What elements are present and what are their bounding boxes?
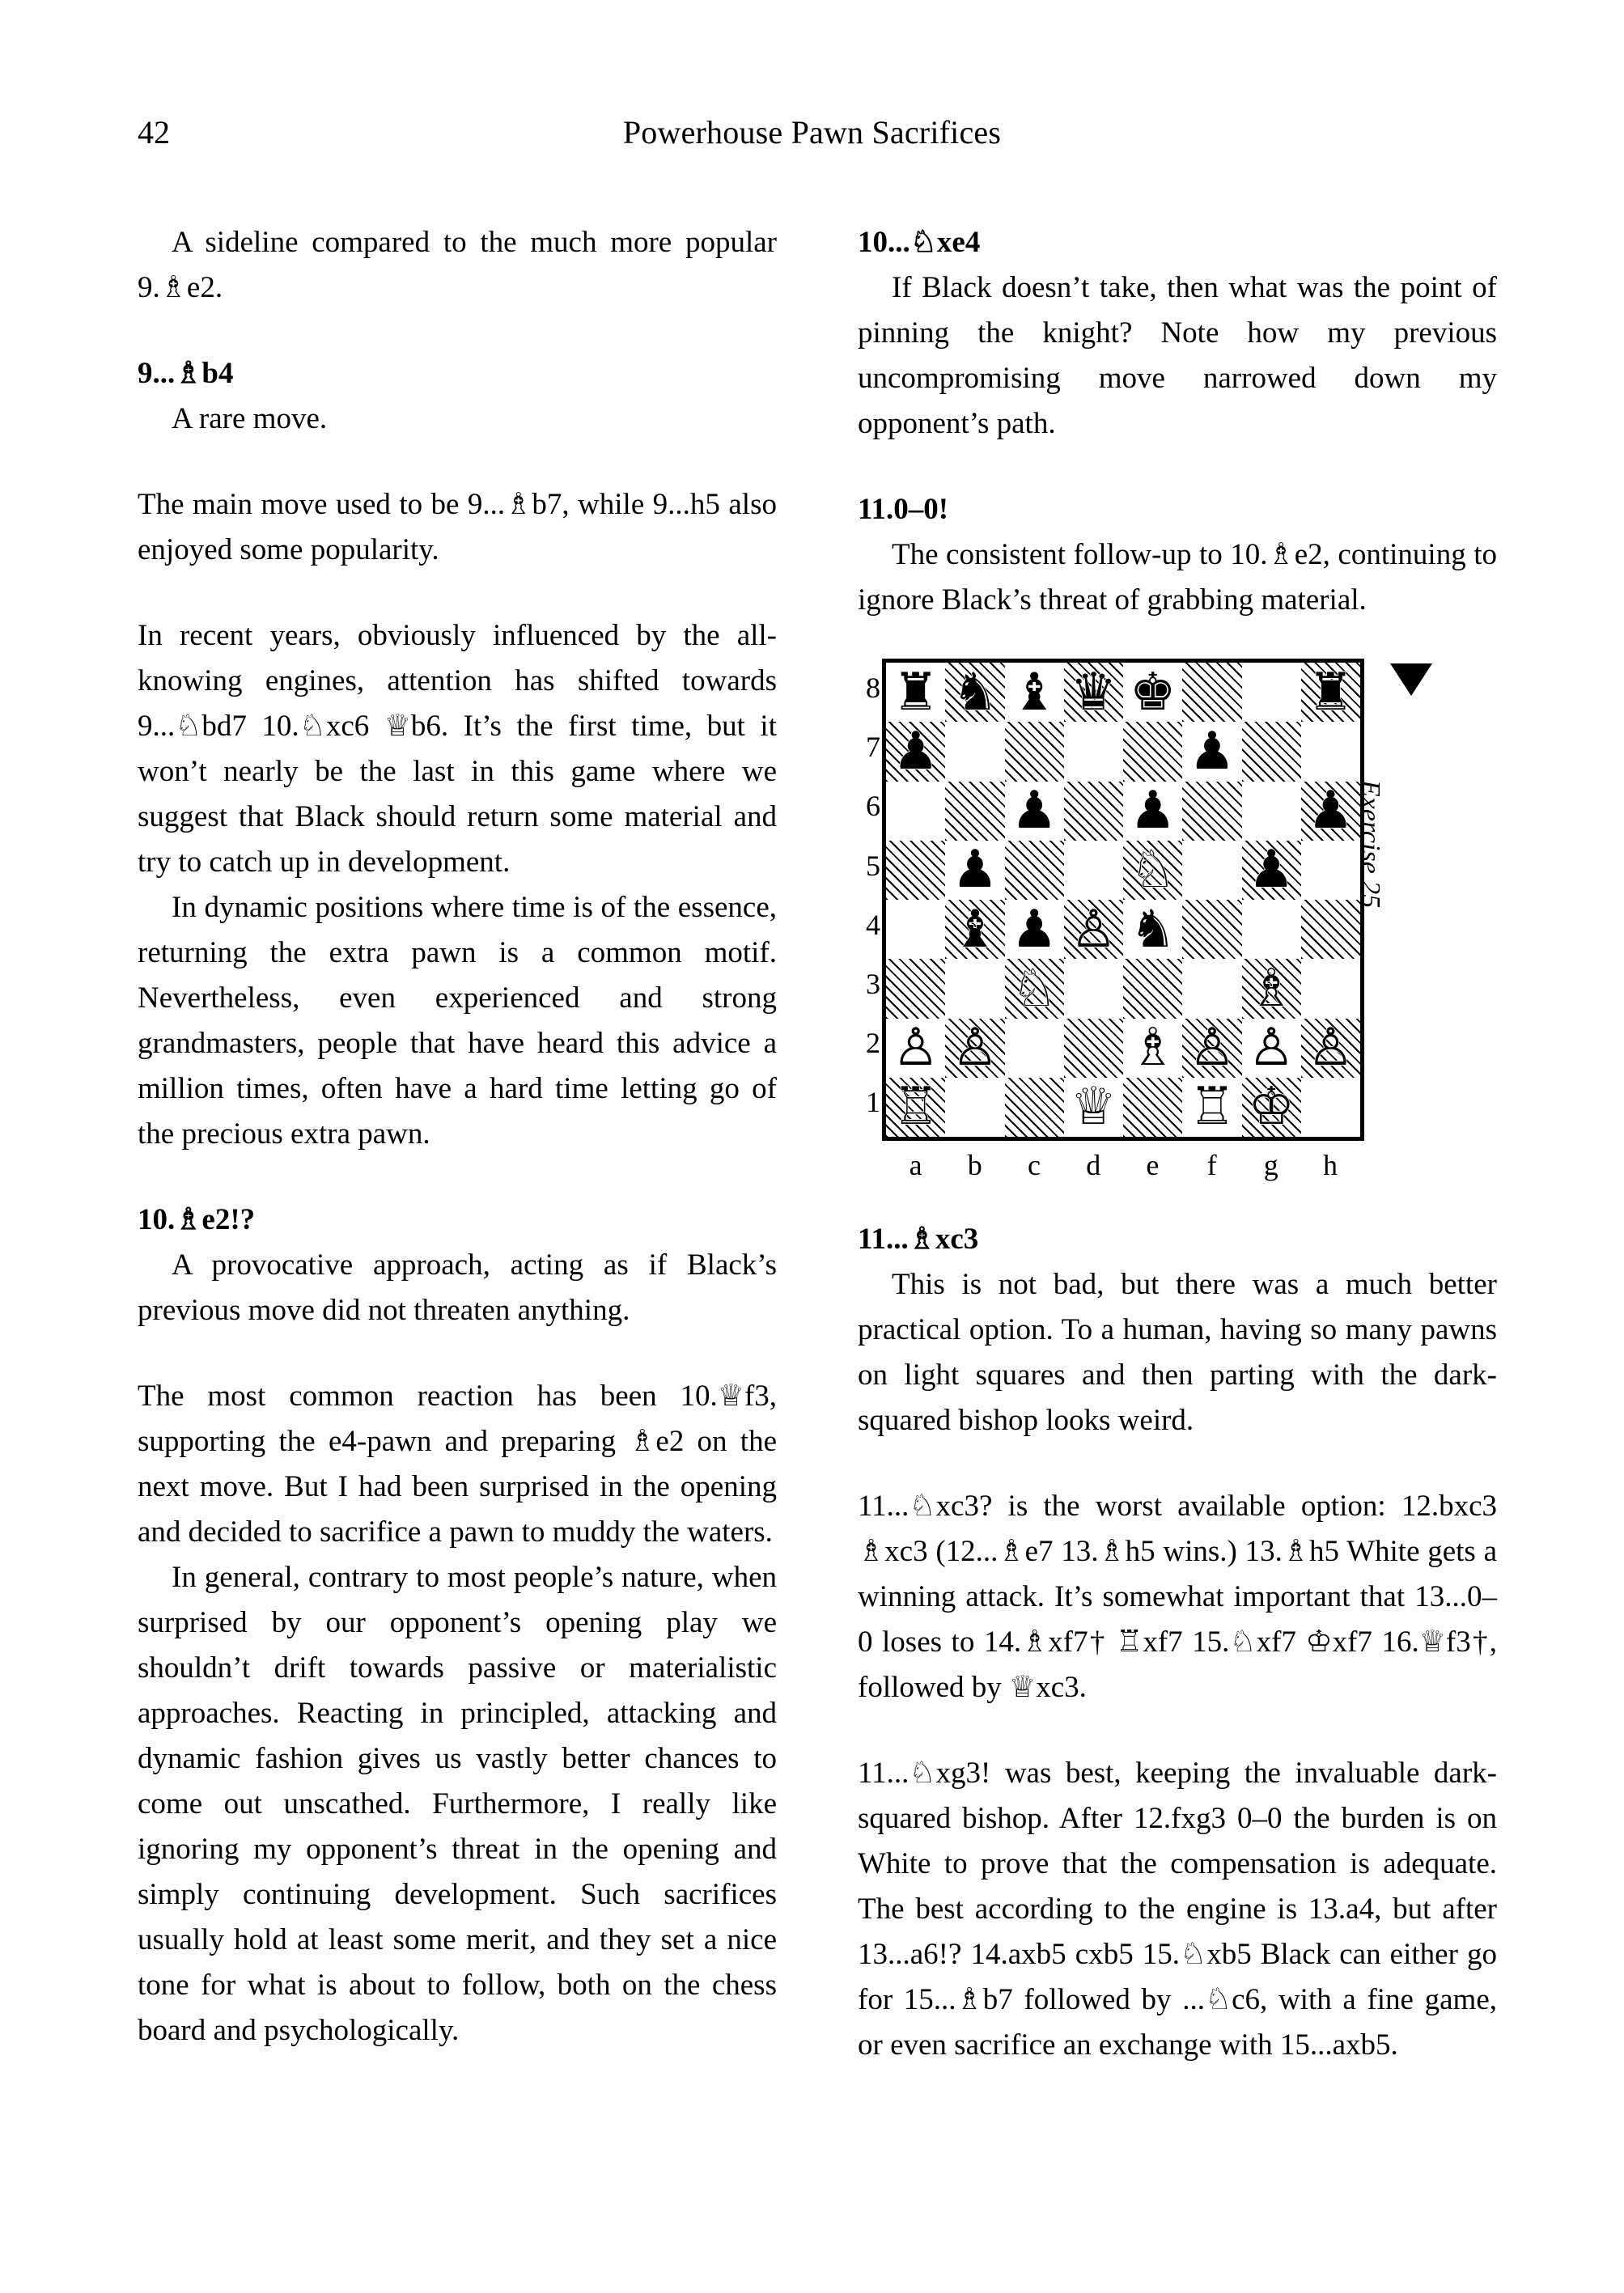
paragraph: 11...♘xc3? is the worst available option: 12.bxc3 ♗xc3 (12...♗e7 13.♗h5 wins.) 13.♗h5 White gets a winning attack. It’s somewhat important that 13...0–0 loses to 14.♗xf7† ♖xf7 15.♘xf7 ♔xf7 16.♕f3†, followed by ♕xc3. xyxy=(858,1490,1497,1704)
piece-bp[interactable]: ♟ xyxy=(1189,721,1236,782)
board-square-f2[interactable] xyxy=(1182,1019,1241,1078)
board-square-d3[interactable] xyxy=(1064,959,1123,1018)
board-square-c3[interactable] xyxy=(1005,959,1064,1018)
board-square-e2[interactable] xyxy=(1123,1019,1182,1078)
board-square-d4[interactable] xyxy=(1064,900,1123,959)
piece-wp[interactable]: ♙ xyxy=(1070,899,1117,960)
board-square-d8[interactable] xyxy=(1064,663,1123,722)
piece-bk[interactable]: ♚ xyxy=(1129,662,1177,723)
running-head xyxy=(0,112,1624,160)
chess-diagram xyxy=(858,659,1497,1181)
piece-bp[interactable]: ♟ xyxy=(1248,840,1295,901)
rank-label-5: 5 xyxy=(866,849,880,882)
move-heading: 10...♘xe4 xyxy=(858,226,981,259)
board-square-h7[interactable] xyxy=(1301,722,1360,781)
chess-board xyxy=(886,663,1360,1137)
board-square-h2[interactable] xyxy=(1301,1019,1360,1078)
board-square-g2[interactable] xyxy=(1242,1019,1301,1078)
piece-br[interactable]: ♜ xyxy=(892,662,939,723)
board-square-e3[interactable] xyxy=(1123,959,1182,1018)
board-square-b8[interactable] xyxy=(945,663,1004,722)
file-label-c: c xyxy=(1027,1149,1041,1181)
rank-label-8: 8 xyxy=(866,672,880,704)
piece-wp[interactable]: ♙ xyxy=(952,1018,999,1079)
board-square-a6[interactable] xyxy=(886,782,945,841)
board-border xyxy=(882,659,1364,1141)
piece-wp[interactable]: ♙ xyxy=(1189,1018,1236,1079)
paragraph: This is not bad, but there was a much better practical option. To a human, having so many pawns on light squares and then parting with the dark-squared bishop looks weird. xyxy=(858,1268,1497,1437)
rank-label-1: 1 xyxy=(866,1086,880,1119)
move-heading: 11.0–0! xyxy=(858,493,949,526)
file-label-a: a xyxy=(909,1149,922,1181)
board-square-c7[interactable] xyxy=(1005,722,1064,781)
piece-bp[interactable]: ♟ xyxy=(1011,781,1058,841)
piece-bb[interactable]: ♝ xyxy=(952,899,999,960)
board-square-b3[interactable] xyxy=(945,959,1004,1018)
board-square-a7[interactable] xyxy=(886,722,945,781)
board-square-f8[interactable] xyxy=(1182,663,1241,722)
board-square-e4[interactable] xyxy=(1123,900,1182,959)
board-square-g7[interactable] xyxy=(1242,722,1301,781)
paragraph: In recent years, obviously influenced by the all-knowing engines, attention has shifted towards 9...♘bd7 10.♘xc6 ♕b6. It’s the first time, but it won’t nearly be the last in this game where we suggest that Black should return some material and try to catch up in development. xyxy=(138,619,777,879)
piece-wr[interactable]: ♖ xyxy=(892,1077,939,1138)
board-square-e5[interactable] xyxy=(1123,841,1182,900)
piece-wb[interactable]: ♗ xyxy=(1129,1018,1177,1079)
board-square-d1[interactable] xyxy=(1064,1078,1123,1137)
board-square-g3[interactable] xyxy=(1242,959,1301,1018)
board-square-d6[interactable] xyxy=(1064,782,1123,841)
paragraph: A rare move. xyxy=(172,402,328,435)
board-square-g8[interactable] xyxy=(1242,663,1301,722)
left-column xyxy=(138,220,777,2054)
piece-wk[interactable]: ♔ xyxy=(1248,1077,1295,1138)
piece-wn[interactable]: ♘ xyxy=(1011,958,1058,1019)
board-square-f5[interactable] xyxy=(1182,841,1241,900)
piece-bp[interactable]: ♟ xyxy=(1307,781,1355,841)
paragraph: 11...♘xg3! was best, keeping the invaluable dark-squared bishop. After 12.fxg3 0–0 the burden is on White to prove that the compensation is adequate. The best according to the engine is 13.a4, but after 13...a6!? 14.axb5 cxb5 15.♘xb5 Black can either go for 15...♗b7 followed by ...♘c6, with a fine game, or even sacrifice an exchange with 15...axb5. xyxy=(858,1757,1497,2062)
board-square-a2[interactable] xyxy=(886,1019,945,1078)
rank-label-3: 3 xyxy=(866,968,880,1000)
file-label-g: g xyxy=(1263,1149,1278,1181)
paragraph: In dynamic positions where time is of the essence, returning the extra pawn is a common motif. Nevertheless, even experienced and strong grandmasters, people that have heard this advice a million times, often have a hard time letting go of the precious extra pawn. xyxy=(138,891,777,1151)
rank-label-4: 4 xyxy=(866,908,880,941)
rank-label-2: 2 xyxy=(866,1027,880,1060)
board-square-b7[interactable] xyxy=(945,722,1004,781)
move-heading: 9...♗b4 xyxy=(138,357,234,390)
board-square-d2[interactable] xyxy=(1064,1019,1123,1078)
piece-bp[interactable]: ♟ xyxy=(1011,899,1058,960)
paragraph: A provocative approach, acting as if Black’s previous move did not threaten anything. xyxy=(138,1248,777,1327)
board-square-f4[interactable] xyxy=(1182,900,1241,959)
board-square-c5[interactable] xyxy=(1005,841,1064,900)
board-square-h3[interactable] xyxy=(1301,959,1360,1018)
board-square-h6[interactable] xyxy=(1301,782,1360,841)
piece-wn[interactable]: ♘ xyxy=(1129,840,1177,901)
board-square-a1[interactable] xyxy=(886,1078,945,1137)
piece-wp[interactable]: ♙ xyxy=(1248,1018,1295,1079)
board-square-f3[interactable] xyxy=(1182,959,1241,1018)
board-square-c8[interactable] xyxy=(1005,663,1064,722)
move-heading: 10.♗e2!? xyxy=(138,1203,256,1236)
rank-label-7: 7 xyxy=(866,731,880,764)
board-square-a8[interactable] xyxy=(886,663,945,722)
piece-bp[interactable]: ♟ xyxy=(1129,781,1177,841)
board-square-h1[interactable] xyxy=(1301,1078,1360,1137)
board-square-b2[interactable] xyxy=(945,1019,1004,1078)
board-square-h4[interactable] xyxy=(1301,900,1360,959)
file-label-f: f xyxy=(1206,1149,1217,1181)
board-square-g5[interactable] xyxy=(1242,841,1301,900)
paragraph: A sideline compared to the much more popular 9.♗e2. xyxy=(138,226,777,304)
paragraph: If Black doesn’t take, then what was the point of pinning the knight? Note how my previous uncompromising move narrowed down my opponent’s path. xyxy=(858,271,1497,440)
board-square-c1[interactable] xyxy=(1005,1078,1064,1137)
board-square-g1[interactable] xyxy=(1242,1078,1301,1137)
board-square-e8[interactable] xyxy=(1123,663,1182,722)
board-square-e1[interactable] xyxy=(1123,1078,1182,1137)
file-label-b: b xyxy=(967,1149,982,1181)
running-title: Powerhouse Pawn Sacrifices xyxy=(622,114,1002,150)
board-square-c4[interactable] xyxy=(1005,900,1064,959)
rank-label-6: 6 xyxy=(866,790,880,823)
piece-bn[interactable]: ♞ xyxy=(952,662,999,723)
move-heading: 11...♗xc3 xyxy=(858,1223,979,1256)
board-square-c2[interactable] xyxy=(1005,1019,1064,1078)
board-square-d7[interactable] xyxy=(1064,722,1123,781)
board-square-g6[interactable] xyxy=(1242,782,1301,841)
file-label-d: d xyxy=(1086,1149,1101,1181)
board-square-f1[interactable] xyxy=(1182,1078,1241,1137)
board-square-h5[interactable] xyxy=(1301,841,1360,900)
piece-bp[interactable]: ♟ xyxy=(952,840,999,901)
board-square-b1[interactable] xyxy=(945,1078,1004,1137)
paragraph: The consistent follow-up to 10.♗e2, continuing to ignore Black’s threat of grabbing material. xyxy=(858,538,1497,617)
board-square-f7[interactable] xyxy=(1182,722,1241,781)
board-square-f6[interactable] xyxy=(1182,782,1241,841)
rank-coordinates xyxy=(858,659,880,1141)
page-number: 42 xyxy=(138,114,170,150)
board-square-d5[interactable] xyxy=(1064,841,1123,900)
piece-wp[interactable]: ♙ xyxy=(892,1018,939,1079)
board-square-b5[interactable] xyxy=(945,841,1004,900)
file-label-e: e xyxy=(1146,1149,1160,1181)
file-label-h: h xyxy=(1322,1149,1338,1181)
piece-wp[interactable]: ♙ xyxy=(1307,1018,1355,1079)
piece-bp[interactable]: ♟ xyxy=(892,721,939,782)
board-square-a3[interactable] xyxy=(886,959,945,1018)
file-coordinates xyxy=(886,1144,1360,1186)
piece-br[interactable]: ♜ xyxy=(1307,662,1355,723)
board-square-h8[interactable] xyxy=(1301,663,1360,722)
right-column xyxy=(858,220,1497,2068)
paragraph: In general, contrary to most people’s nature, when surprised by our opponent’s opening play we shouldn’t drift towards passive or materialistic approaches. Reacting in principled, attacking and dynamic fashion gives us vastly better chances to come out unscathed. Furthermore, I really like ignoring my opponent’s threat in the opening and simply continuing development. Such sacrifices usually hold at least some merit, and they set a nice tone for what is about to follow, both on the chess board and psychologically. xyxy=(138,1561,777,2047)
board-square-e7[interactable] xyxy=(1123,722,1182,781)
piece-wq[interactable]: ♕ xyxy=(1070,1077,1117,1138)
black-to-move-triangle-icon xyxy=(1390,663,1432,696)
paragraph: The most common reaction has been 10.♕f3, supporting the e4-pawn and preparing ♗e2 on the next move. But I had been surprised in the opening and decided to sacrifice a pawn to muddy the waters. xyxy=(138,1380,777,1549)
piece-bb[interactable]: ♝ xyxy=(1011,662,1058,723)
board-square-g4[interactable] xyxy=(1242,900,1301,959)
piece-bq[interactable]: ♛ xyxy=(1070,662,1117,723)
piece-wb[interactable]: ♗ xyxy=(1248,958,1295,1019)
exercise-label: Exercise 25 xyxy=(1355,780,1385,909)
board-square-c6[interactable] xyxy=(1005,782,1064,841)
board-square-b4[interactable] xyxy=(945,900,1004,959)
board-square-a5[interactable] xyxy=(886,841,945,900)
piece-bn[interactable]: ♞ xyxy=(1129,899,1177,960)
board-square-e6[interactable] xyxy=(1123,782,1182,841)
paragraph: The main move used to be 9...♗b7, while 9...h5 also enjoyed some popularity. xyxy=(138,488,777,566)
piece-wr[interactable]: ♖ xyxy=(1189,1077,1236,1138)
board-square-b6[interactable] xyxy=(945,782,1004,841)
board-square-a4[interactable] xyxy=(886,900,945,959)
